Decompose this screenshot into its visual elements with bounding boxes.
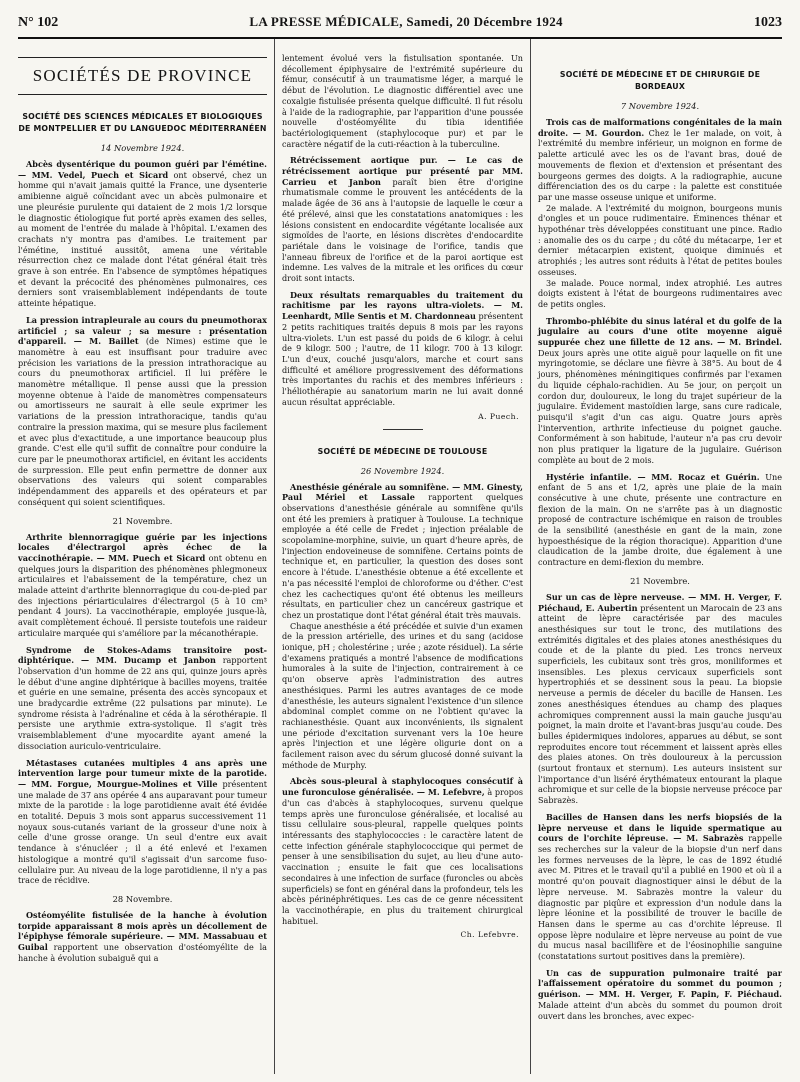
article-title: Un cas de suppuration pulmonaire traité par l'affaissement opératoire du sommet du poumon ; guérison. — MM. H. Verger, F. Papin, F. Piéchaud.	[538, 967, 782, 1000]
article-paragraph	[282, 482, 523, 621]
article-title: Métastases cutanées multiples 4 ans après une intervention large pour tumeur mixte de la parotide. — MM. Forgue, Mourgue-Molines et Ville	[18, 757, 267, 789]
article-paragraph	[18, 315, 267, 508]
columns	[18, 39, 782, 1074]
article-body: paraît bien être d'origine rhumatismale comme le prouvent les antécédents de la malade âgée de 36 ans à l'autopsie de laquelle le cœur a été prélevé, ainsi que les constatations anatomiques : les lésions consistent en endocardite végétante localisée aux sigmoïdes de l'aorte, en lésions discrètes d'endocardite pariétale dans le voisinage de l'orifice, tandis que l'anneau fibreux de l'orifice et de la paroi aortique est indemne. Les valves de la mitrale et les orifices du cœur droit sont intacts.	[282, 176, 524, 284]
article-body: présentent 2 petits rachitiques traités depuis 8 mois par les rayons ultra-violets. L'un est passé du poids de 6 kilogr. à celui de 9 kilogr. 500 ; l'autre, de 11 kilogr. 700 à 13 kilogr. L'un d'eux, couché jusqu'alors, marche et court sans difficulté et améliore progressivement des déformations très importantes du rachis et des membres inférieurs : l'héliothérapie au sanatorium marin ne lui avait donné aucun résultat appréciable.	[282, 311, 523, 407]
article-body: (de Nimes) estime que le manomètre à eau est insuffisant pour traduire avec précision les variations de la pression intrathoracique au cours du pneumothorax artificiel. Il lui préfère le manomètre métallique. Il pense aussi que la pression moyenne obtenue à l'aide de manomètres compensateurs ou amortisseurs ne saurait à elle seule exprimer les variations de la pression intrathoracique, tandis qu'au contraire la pression maxima, qui se mesure plus facilement et avec plus d'exactitude, a une importance beaucoup plus grande. C'est elle qu'il suffit de connaître pour conduire la cure par le pneumothorax artificiel, en évitant les accidents de surpression. Elle peut enfin permettre de donner aux observations des valeurs qui soient comparables indépendamment des appareils et des opérateurs et par conséquent qui soient scientifiques.	[18, 336, 267, 507]
signature: A. Puech.	[478, 411, 519, 421]
article-title: Bacilles de Hansen dans les nerfs biopsiés de la lèpre nerveuse et dans le liquide spermatique au cours de l'orchite lépreuse. — M. Sabrazès	[538, 811, 782, 844]
session-date: 26 Novembre 1924.	[360, 465, 445, 476]
session-date: 14 Novembre 1924.	[100, 143, 185, 153]
society-title-montpellier: SOCIÉTÉ DES SCIENCES MÉDICALES ET BIOLOGIQUES DE MONTPELLIER ET DU LANGUEDOC MÉDITERRANÉEN	[18, 112, 267, 133]
article-paragraph	[538, 812, 782, 962]
article-body: rapportent quelques observations d'anesthésie générale au somnifène qu'ils ont été les premiers à pratiquer à Toulouse. La technique employée a été celle de Fredet ; injection préalable de scopolamine-morphine, suivie, un quart d'heure après, de l'injection endoveineuse de somnifène. Certains points de technique et, en particulier, la question des doses sont encore à l'étude. L'anesthésie obtenue a été excellente et n'a pas nécessité l'emploi de chloroforme ou d'éther. C'est chez les cachectiques qu'ont été obtenus les meilleurs résultats, en particulier chez un cancéreux gastrique et chez un prostatique dont l'état général était très mauvais.	[282, 492, 523, 620]
article-title: Abcès dysentérique du poumon guéri par l'émétine. — MM. Vedel, Puech et Sicard	[18, 159, 267, 180]
separator	[383, 429, 423, 430]
article-paragraph: 2e malade. A l'extrémité du moignon, bourgeons munis d'ongles et un pouce rudimentaire. Éminences thénar et hypothénar très développées constituant une pince. Radio : anomalie des os du carpe ; du côté du métacarpe, 1er et dernier métacarpien existent, quoique diminués et atrophiés ; les autres sont réduits à l'état de petites boules osseuses.	[538, 202, 782, 277]
article-paragraph	[538, 968, 782, 1022]
article-title: Arthrite blennorragique guérie par les injections locales d'électrargol après échec de la vaccinothérapie. — MM. Puech et Sicard	[18, 531, 267, 563]
article-paragraph	[538, 117, 782, 203]
article-body: Malade atteint d'un abcès du sommet du poumon droit ouvert dans les bronches, avec expec-	[538, 999, 782, 1021]
article-paragraph	[18, 645, 267, 752]
article-paragraph	[18, 159, 267, 309]
article-title: Deux résultats remarquables du traitement du rachitisme par les rayons ultra-violets. — M. Leenhardt, Mlle Sentis et M. Chardonneau	[282, 289, 523, 322]
society-title-toulouse: SOCIÉTÉ DE MÉDECINE DE TOULOUSE	[317, 446, 488, 456]
column-1	[18, 39, 274, 1074]
article-paragraph	[538, 316, 782, 466]
article-title: Trois cas de malformations congénitales de la main droite. — M. Gourdon.	[538, 117, 782, 138]
article-paragraph	[282, 776, 523, 926]
article-body: ont observé, chez un homme qui n'avait jamais quitté la France, une dysenterie amibienne aiguë coïncidant avec un abcès pulmonaire et une pleurésie purulente qui dataient de 2 mois 1/2 lorsque le diagnostic étiologique fut porté après examen des selles, au moment de l'entrée du malade à l'hôpital. L'examen des crachats n'y montra pas d'amibes. Le traitement par l'émétine, institué aussitôt, amena une véritable résurrection chez ce malade dont l'état général était très grave à son entrée. En l'absence de symptômes hépatiques et devant la précocité des phénomènes pulmonaires, ces derniers sont vraisemblablement indépendants de toute atteinte hépatique.	[18, 169, 267, 309]
article-paragraph	[282, 155, 523, 283]
article-continuation: lentement évolué vers la fistulisation spontanée. Un décollement épiphysaire de l'extrémité supérieure du fémur, consécutif à un traumatisme léger, a marqué le début de l'évolution. Le diagnostic différentiel avec une coxalgie fistulisée présenta quelque difficulté. Il fut résolu à l'aide de la radiographie, par l'apparition d'une poussée nouvelle d'ostéomyélite du tibia identifiée bactériologiquement (staphylocoque pur) et par le caractère négatif de la cuti-réaction à la tuberculine.	[282, 53, 523, 149]
article-body: rappelle ses recherches sur la valeur de la biopsie d'un nerf dans les formes nerveuses de la lèpre, le cas de 1892 étudié avec M. Pitres et le travail qu'il a publié en 1900 et où il a montré qu'on pouvait diagnostiquer ainsi le début de la lèpre nerveuse. M. Sabrazès montre la valeur du diagnostic par piqûre et expression d'un nodule dans la lèpre léonine et la possibilité de trouver le bacille de Hansen dans le sperme au cas d'orchite lépreuse. Il oppose lèpre nodulaire et lèpre nerveuse au point de vue du mucus nasal bacillifère et de l'éosinophilie sanguine (constatations surtout positives dans la première).	[538, 833, 782, 962]
article-title: Sur un cas de lèpre nerveuse. — MM. H. Verger, F. Piéchaud, E. Aubertin	[538, 591, 782, 613]
column-2	[274, 39, 530, 1074]
section-title: SOCIÉTÉS DE PROVINCE	[18, 57, 267, 95]
journal-title: LA PRESSE MÉDICALE, Samedi, 20 Décembre 1924	[249, 14, 563, 29]
article-paragraph	[18, 758, 267, 886]
page-number: 1023	[753, 15, 782, 30]
signature: Ch. Lefebvre.	[460, 930, 519, 940]
article-paragraph	[18, 532, 267, 639]
article-title: Syndrome de Stokes-Adams transitoire post-diphtérique. — MM. Ducamp et Janbon	[18, 644, 267, 666]
article-body: ont obtenu en quelques jours la disparition des phénomènes phlegmoneux articulaires et l'abaissement de la température, chez un malade atteint d'arthrite blennorragique du cou-de-pied par des injections périarticulaires d'électrargol (5 à 10 cm³ pendant 4 jours). La vaccinothérapie, employée jusque-là, avait complètement échoué. Il persiste toutefois une raideur articulaire marquée qui s'améliore par la mécanothérapie.	[18, 552, 267, 638]
column-3	[530, 39, 782, 1074]
article-paragraph	[282, 290, 523, 408]
article-paragraph: 3e malade. Pouce normal, index atrophié. Les autres doigts existent à l'état de bourgeons rudimentaires avec de petits ongles.	[538, 277, 782, 309]
article-title: Rétrécissement aortique pur. — Le cas de rétrécissement aortique pur présenté par MM. Carrieu et Janbon	[282, 155, 523, 187]
article-title: Ostéomyélite fistulisée de la hanche à évolution torpide apparaissant 8 mois après un décollement de l'épiphyse fémorale supérieure. — MM. Massabuau et Guibal	[18, 910, 267, 953]
article-paragraph	[538, 592, 782, 806]
session-date: 21 Novembre.	[630, 575, 690, 586]
session-date: 7 Novembre 1924.	[620, 101, 700, 111]
session-date: 21 Novembre.	[112, 515, 173, 526]
article-title: Thrombo-phlébite du sinus latéral et du golfe de la jugulaire au cours d'une otite moyenne aiguë suppurée chez une fillette de 12 ans. — M. Brindel.	[538, 315, 782, 348]
article-body: à propos d'un cas d'abcès à staphylocoques, survenu quelque temps après une furonculose généralisée, et localisé au tissu cellulaire sous-pleural, rappelle quelques points intéressants des staphylococcies : le caractère latent de cette infection générale staphylococcique qui permet de penser à une sensibilisation du sujet, au lieu d'une auto-vaccination ; ensuite le fait que ces localisations secondaires à une infection de surface (furoncles ou abcès superficiels) se font en général dans la profondeur, tels les abcès périnéphrétiques. Les cas de ce genre nécessitent la vaccinothérapie, en plus du traitement chirurgical habituel.	[282, 787, 523, 926]
article-body: Deux jours après une otite aiguë pour laquelle on fit une myringotomie, se déclare une fièvre à 38°5. Au bout de 4 jours, phénomènes méningitiques confirmés par l'examen du liquide céphalo-rachidien. Au 5e jour, on perçoit un cordon dur, douloureux, le long du trajet supérieur de la jugulaire. Évidement mastoïdien large, sans cure radicale, puisqu'il s'agit d'un cas aigu. Quatre jours après l'intervention, arthrite infectieuse du poignet gauche. Conformément à son habitude, l'auteur n'a pas cru devoir non plus pratiquer la ligature de la jugulaire. Guérison complète au bout de 2 mois.	[538, 347, 782, 465]
article-paragraph	[18, 910, 267, 964]
session-date: 28 Novembre.	[112, 894, 173, 904]
article-body: Une enfant de 5 ans et 1/2, après une plaie de la main consécutive à une chute, présente une contracture en flexion de la main. On ne s'arrête pas à un diagnostic proposé de contracture ischémique en raison de troubles de la sensibilité (anesthésie en gant de la main, zone hypoesthésique de la région thoracique). Apparition d'une claudication de la jambe droite, due également à une contracture en demi-flexion du membre.	[538, 471, 782, 568]
article-body: Chez le 1er malade, on voit, à l'extrémité du membre inférieur, un moignon en forme de palette articulé avec les os de l'avant bras, doué de mouvements de flexion et d'extension et présentant des bourgeons germes des doigts. A la radiographie, aucune différenciation des os du carpe : la palette est constituée par une masse osseuse unique et uniforme.	[538, 127, 782, 202]
running-header	[18, 14, 782, 34]
article-title: Hystérie infantile. — MM. Rocaz et Guérin.	[546, 471, 760, 482]
article-body: rapportent une observation d'ostéomyélite de la hanche à évolution subaiguë qui a	[18, 942, 267, 963]
article-paragraph: Chaque anesthésie a été précédée et suivie d'un examen de la pression artérielle, des urines et du sang (acidose ionique, pH ; cholestérine ; urée ; azote résiduel). La série d'examens pratiqués a montré l'absence de modifications humorales à la suite de l'injection, contrairement à ce qu'on observe après l'administration des autres anesthésiques. Parmi les autres avantages de ce mode d'anesthésie, les auteurs signalent l'existence d'un silence abdominal complet comme on ne l'obtient qu'avec la rachianesthésie. Quant aux inconvénients, ils signalent une période d'excitation survenant vers la 10e heure après l'injection et une légère oligurie dont on a facilement raison avec du sérum glucosé donné suivant la méthode de Murphy.	[282, 620, 523, 770]
article-body: présentent un Marocain de 23 ans atteint de lèpre caractérisée par des macules anesthésiques sur tout le tronc, des mutilations des extrémités digitales et des plaies atones anesthésiques du coude et de la plante du pied. Les troncs nerveux superficiels, les cubitaux sont très gros, moniliformes et insensibles. Les plexus cervicaux superficiels sont hypertrophiés et se dessinent sous la peau. La biopsie nerveuse a permis de déceler du bacille de Hansen. Les zones anesthésiques étendues au champ des plaques achromiques comprennent aussi la main gauche jusqu'au poignet, la main droite et l'avant-bras jusqu'au coude. Des bulles épidermiques indolores, apparues au début, se sont reproduites encore tout récemment et laissent après elles des plaies atones. On très douloureux à la percussion (surtout frontaux et sternum). Les auteurs insistent sur l'importance d'un liséré érythémateux entourant la plaque achromique et sur celle de la biopsie nerveuse précoce par Sabrazès.	[538, 602, 782, 806]
issue-number: N° 102	[18, 15, 59, 30]
article-title: La pression intrapleurale au cours du pneumothorax artificiel ; sa valeur ; sa mesure : présentation d'appareil. — M. Baillet	[18, 314, 267, 347]
article-paragraph	[538, 472, 782, 568]
article-body: présentent une malade de 37 ans opérée 4 ans auparavant pour tumeur mixte de la parotide : la loge parotidienne avait été évidée en totalité. Depuis 3 mois sont apparus successivement 11 noyaux sous-cutanés variant de la grosseur d'une noix à celle d'une grosse orange. Un seul d'entre eux avait tendance à s'énucléer ; il a été enlevé et l'examen histologique a montré qu'il s'agissait d'un sarcome fuso-cellulaire pur. Au niveau de la loge parotidienne, il n'y a pas trace de récidive.	[18, 778, 267, 886]
article-title: Abcès sous-pleural à staphylocoques consécutif à une furonculose généralisée. — M. Lefebvre,	[282, 776, 523, 798]
society-title-bordeaux: SOCIÉTÉ DE MÉDECINE ET DE CHIRURGIE DE BORDEAUX	[559, 70, 761, 91]
article-body: rapportent l'observation d'un homme de 22 ans qui, quinze jours après le début d'une angine diphtérique à bacilles moyens, traitée et guérie en une semaine, présenta des accès syncopaux et une bradycardie extrême (22 pulsations par minute). Le syndrome résista à l'adrénaline et céda à la sérothérapie. Il persiste une arythmie extra-systolique. Il s'agit très vraisemblablement d'une myocardite ayant amené la dissociation auriculo-ventriculaire.	[18, 655, 267, 751]
article-title: Anesthésie générale au somnifène. — MM. Ginesty, Paul Mériel et Lassale	[282, 481, 523, 503]
